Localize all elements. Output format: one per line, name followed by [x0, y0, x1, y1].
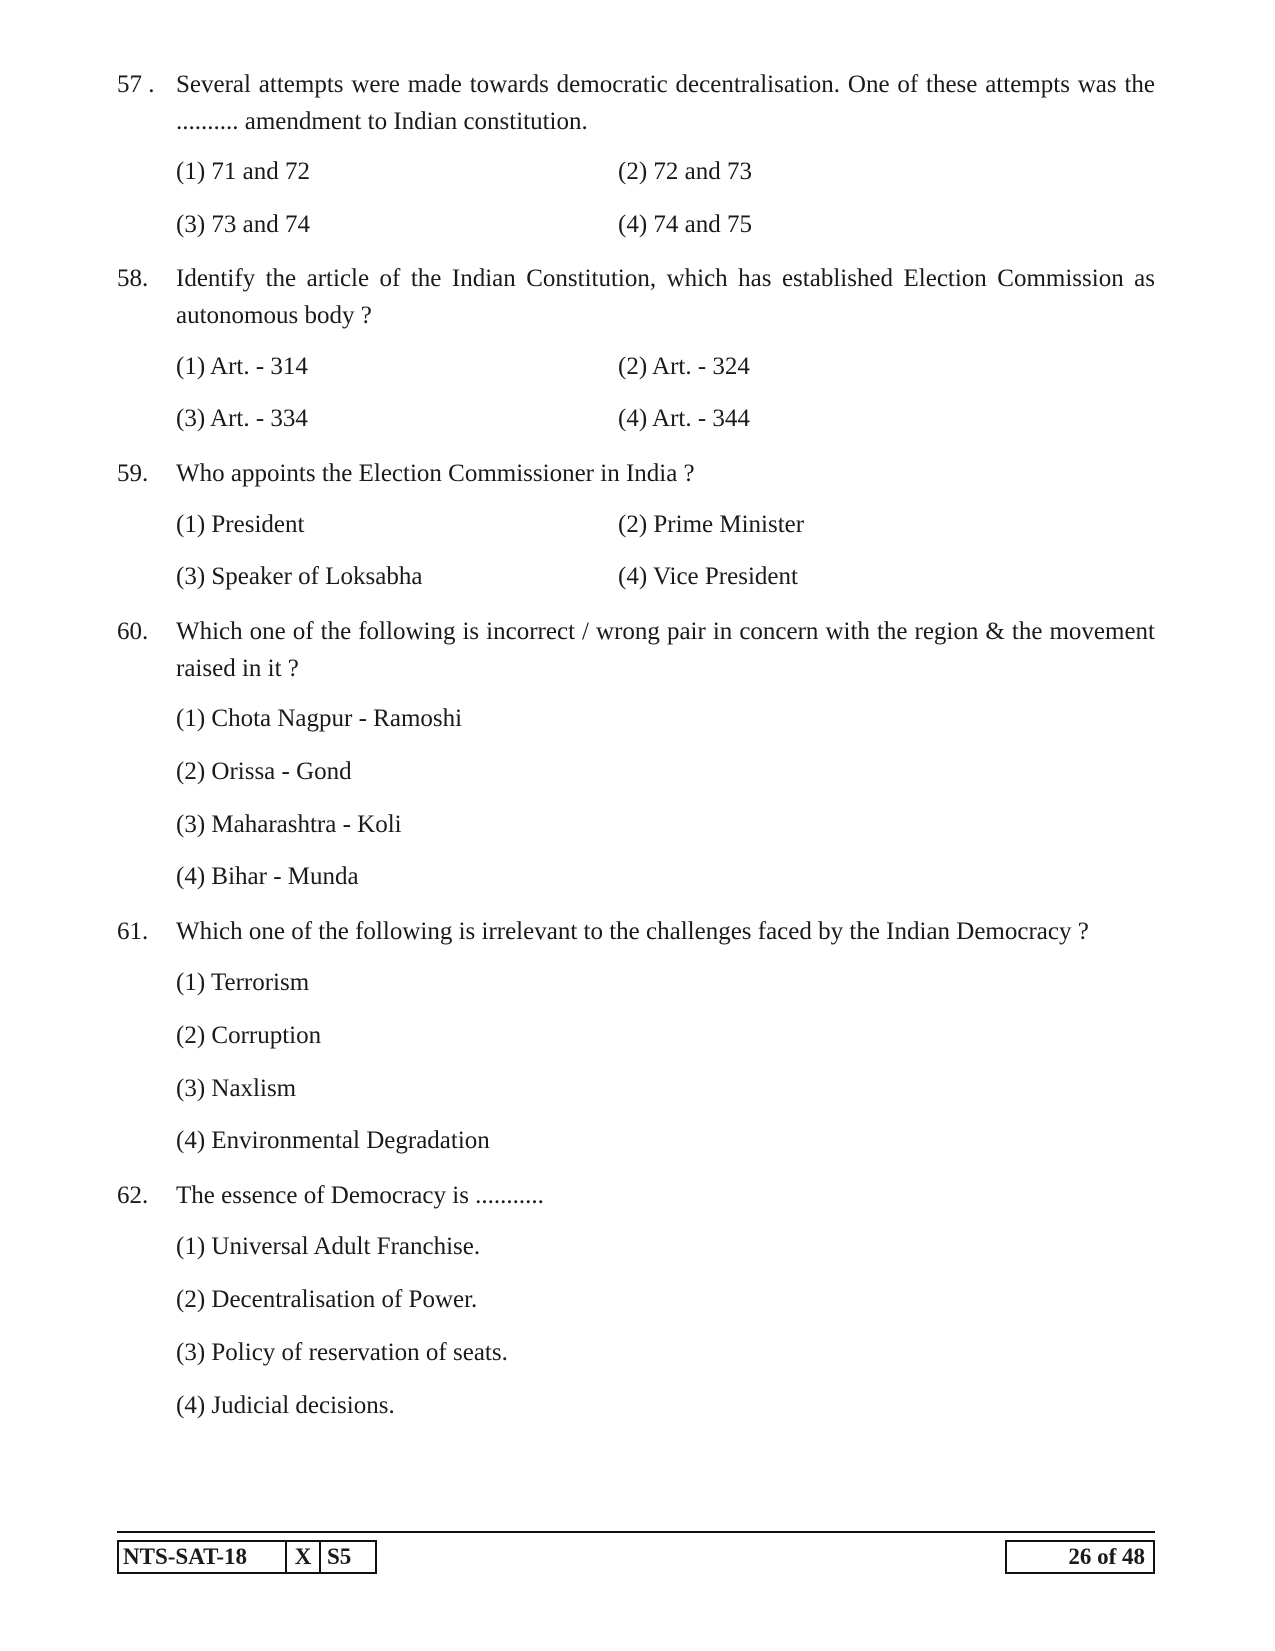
page-number: 26 of 48 [1005, 1540, 1155, 1574]
option-4: (4) Art. - 344 [618, 405, 750, 432]
question-number: 60. [117, 618, 149, 645]
option-1: (1) Terrorism [176, 969, 310, 996]
question-57 [117, 66, 1155, 140]
option-1: (1) Art. - 314 [176, 353, 308, 380]
option-4: (4) 74 and 75 [618, 211, 752, 238]
option-2: (2) Decentralisation of Power. [176, 1286, 478, 1313]
option-3: (3) Policy of reservation of seats. [176, 1339, 508, 1366]
option-3: (3) Naxlism [176, 1075, 297, 1102]
exam-code: NTS-SAT-18 [119, 1542, 287, 1572]
exam-code-box [117, 1540, 377, 1574]
option-4: (4) Judicial decisions. [176, 1392, 395, 1419]
question-number: 58. [117, 265, 149, 292]
option-2: (2) 72 and 73 [618, 158, 752, 185]
question-text: Which one of the following is irrelevant to the challenges faced by the Indian Democracy ? [176, 918, 1089, 945]
option-1: (1) President [176, 511, 305, 538]
option-4: (4) Vice President [618, 563, 798, 590]
question-62 [117, 1177, 1155, 1214]
question-text: Several attempts were made towards democratic decentralisation. One of these attempts was the .......... amendment to Indian constitution. [176, 71, 1155, 135]
option-2: (2) Orissa - Gond [176, 758, 352, 785]
question-59 [117, 455, 1155, 492]
question-number: 57 . [117, 71, 155, 98]
exam-section: S5 [327, 1544, 352, 1569]
exam-class: X [287, 1542, 321, 1572]
option-3: (3) Speaker of Loksabha [176, 563, 423, 590]
question-number: 59. [117, 460, 149, 487]
option-4: (4) Bihar - Munda [176, 863, 359, 890]
question-text: Which one of the following is incorrect / wrong pair in concern with the region & the movement raised in it ? [176, 618, 1155, 682]
option-3: (3) 73 and 74 [176, 211, 310, 238]
question-61 [117, 913, 1155, 950]
option-1: (1) Universal Adult Franchise. [176, 1233, 481, 1260]
option-2: (2) Corruption [176, 1022, 322, 1049]
question-number: 61. [117, 918, 149, 945]
question-60 [117, 613, 1155, 687]
footer-divider [117, 1531, 1155, 1533]
question-58 [117, 260, 1155, 334]
question-number: 62. [117, 1182, 149, 1209]
option-2: (2) Prime Minister [618, 511, 805, 538]
option-1: (1) 71 and 72 [176, 158, 310, 185]
option-2: (2) Art. - 324 [618, 353, 750, 380]
question-text: Identify the article of the Indian Constitution, which has established Election Commission as autonomous body ? [176, 265, 1155, 329]
option-4: (4) Environmental Degradation [176, 1127, 490, 1154]
option-3: (3) Maharashtra - Koli [176, 811, 402, 838]
question-text: Who appoints the Election Commissioner in India ? [176, 460, 695, 487]
option-1: (1) Chota Nagpur - Ramoshi [176, 705, 463, 732]
option-3: (3) Art. - 334 [176, 405, 308, 432]
question-text: The essence of Democracy is ........... [176, 1182, 544, 1209]
